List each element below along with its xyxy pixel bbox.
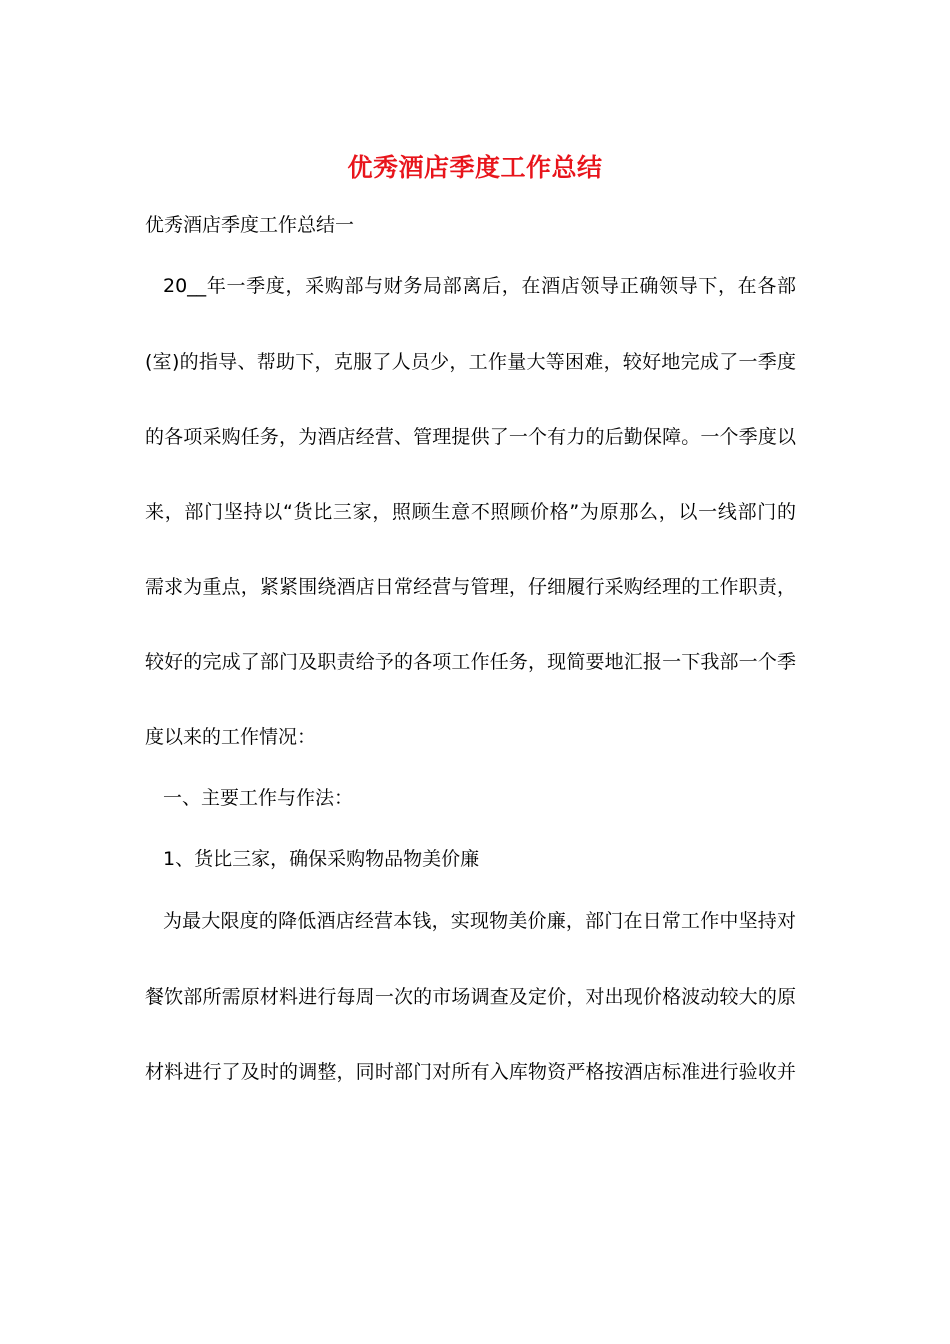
section-heading: 优秀酒店季度工作总结一 (145, 214, 355, 236)
paragraph-line: 需求为重点，紧紧围绕酒店日常经营与管理，仔细履行采购经理的工作职责， (145, 576, 796, 598)
paragraph-line: 为最大限度的降低酒店经营本钱，实现物美价廉，部门在日常工作中坚持对 (163, 910, 796, 932)
numbered-heading: 1、货比三家，确保采购物品物美价廉 (163, 848, 480, 870)
subsection-heading: 一、主要工作与作法： (163, 787, 354, 809)
paragraph-line: 来，部门坚持以“货比三家，照顾生意不照顾价格”为原那么，以一线部门的 (145, 501, 796, 523)
paragraph-line: 较好的完成了部门及职责给予的各项工作任务，现简要地汇报一下我部一个季 (145, 651, 796, 673)
paragraph-line: 材料进行了及时的调整，同时部门对所有入库物资严格按酒店标准进行验收并 (145, 1061, 796, 1083)
paragraph-line: 度以来的工作情况： (145, 726, 317, 748)
paragraph-line: 20__年一季度，采购部与财务局部离后，在酒店领导正确领导下，在各部 (163, 275, 796, 297)
paragraph-line: 的各项采购任务，为酒店经营、管理提供了一个有力的后勤保障。一个季度以 (145, 426, 796, 448)
paragraph-line: (室)的指导、帮助下，克服了人员少，工作量大等困难，较好地完成了一季度 (145, 351, 796, 373)
paragraph-line: 餐饮部所需原材料进行每周一次的市场调查及定价，对出现价格波动较大的原 (145, 986, 796, 1008)
document-title: 优秀酒店季度工作总结 (347, 153, 603, 182)
